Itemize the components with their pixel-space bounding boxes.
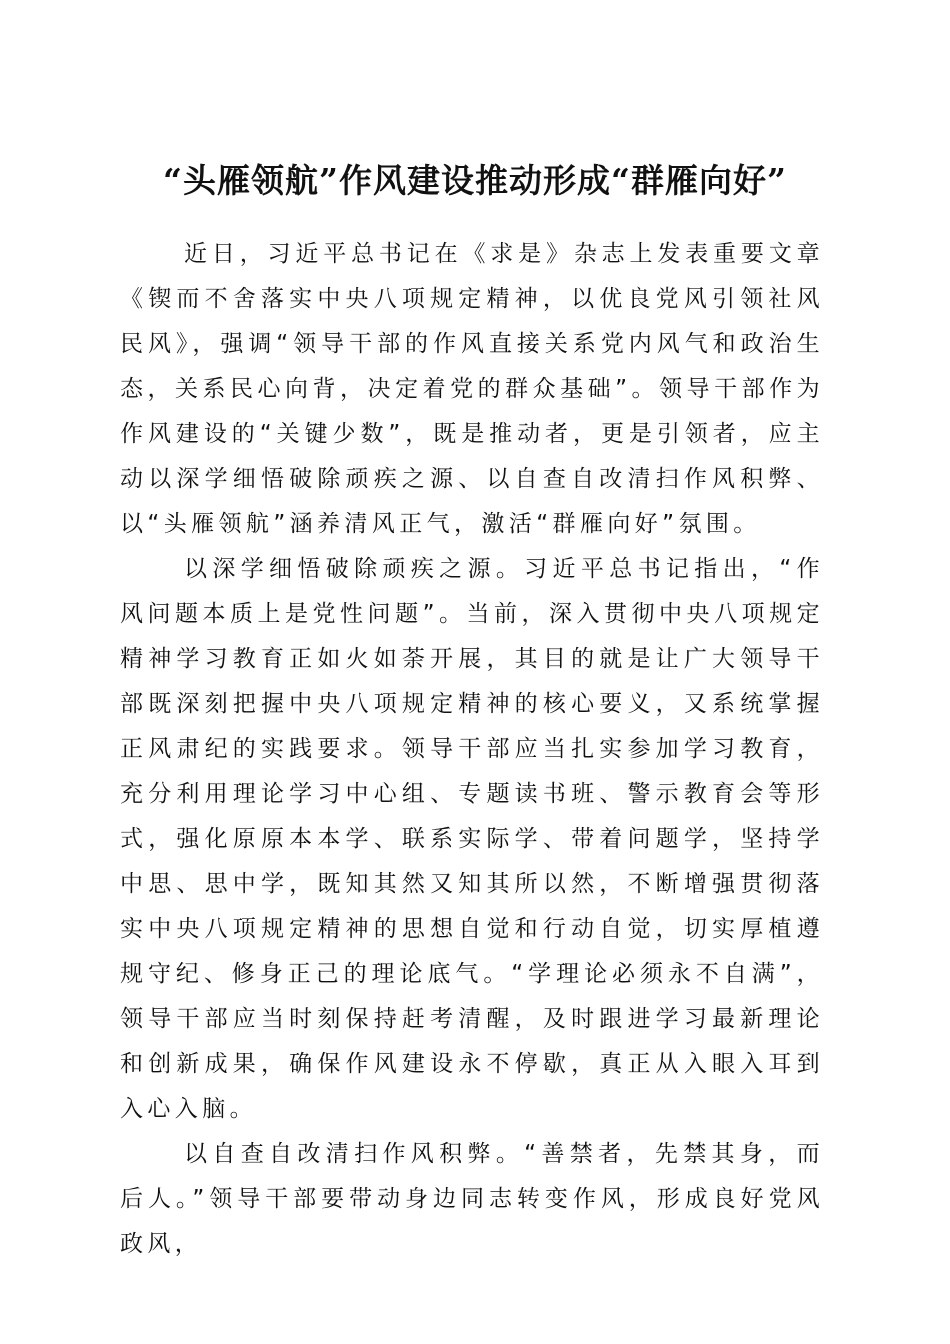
paragraph: 以自查自改清扫作风积弊。“善禁者，先禁其身，而后人。”领导干部要带动身边同志转变作风，形成良好党风政风， <box>120 1141 824 1257</box>
paragraph: 近日，习近平总书记在《求是》杂志上发表重要文章《锲而不舍落实中央八项规定精神，以优良党风引领社风民风》，强调“领导干部的作风直接关系党内风气和政治生态，关系民心向背，决定着党的群众基础”。领导干部作为作风建设的“关键少数”，既是推动者，更是引领者，应主动以深学细悟破除顽疾之源、以自查自改清扫作风积弊、以“头雁领航”涵养清风正气，激活“群雁向好”氛围。 <box>120 241 824 537</box>
article-title: “头雁领航”作风建设推动形成“群雁向好” <box>163 161 787 201</box>
paragraph: 以深学细悟破除顽疾之源。习近平总书记指出，“作风问题本质上是党性问题”。当前，深入贯彻中央八项规定精神学习教育正如火如荼开展，其目的就是让广大领导干部既深刻把握中央八项规定精神的核心要义，又系统掌握正风肃纪的实践要求。领导干部应当扎实参加学习教育，充分利用理论学习中心组、专题读书班、警示教育会等形式，强化原原本本学、联系实际学、带着问题学，坚持学中思、思中学，既知其然又知其所以然，不断增强贯彻落实中央八项规定精神的思想自觉和行动自觉，切实厚植遵规守纪、修身正己的理论底气。“学理论必须永不自满”，领导干部应当时刻保持赶考清醒，及时跟进学习最新理论和创新成果，确保作风建设永不停歇，真正从入眼入耳到入心入脑。 <box>120 556 824 1122</box>
article-body <box>120 232 824 1267</box>
